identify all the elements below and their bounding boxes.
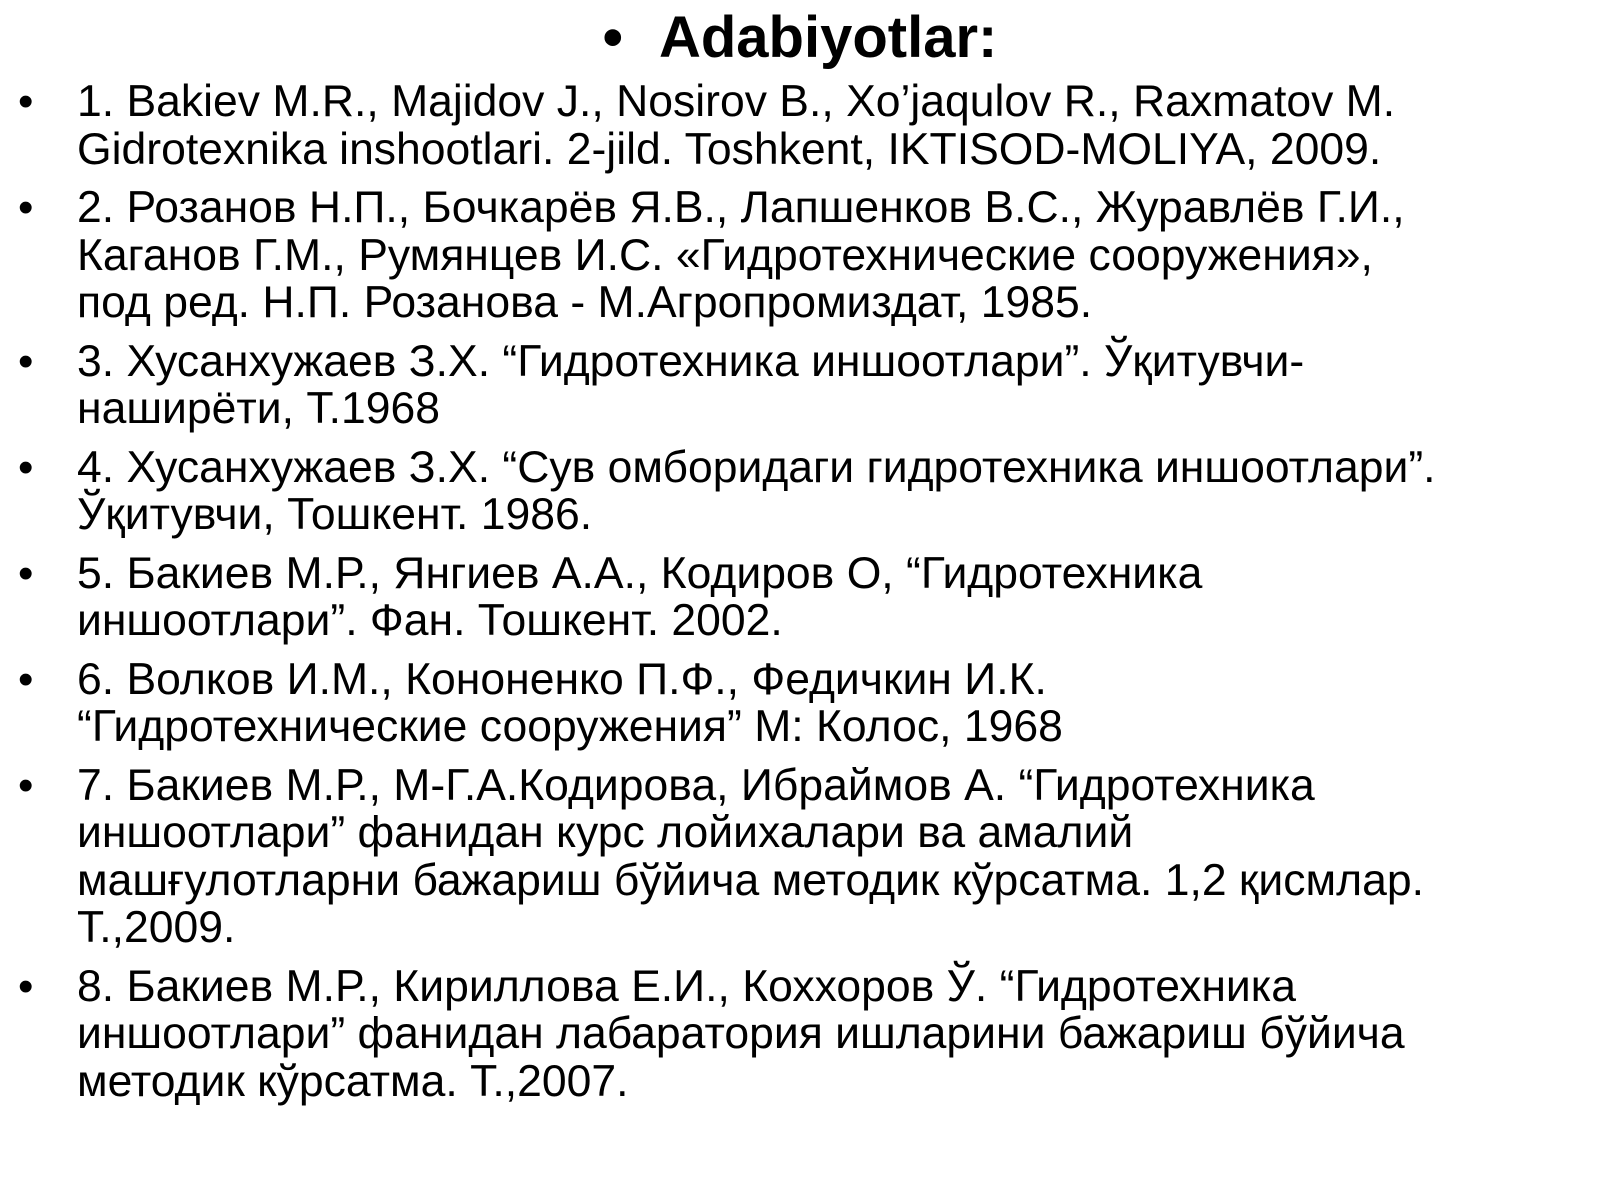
reference-line: Ўқитувчи, Тошкент. 1986. — [77, 490, 593, 539]
reference-line: Каганов Г.М., Румянцев И.С. «Гидротехнические сооружения», — [77, 230, 1373, 280]
reference-line: 6. Волков И.М., Кононенко П.Ф., Федичкин И.К. — [77, 654, 1047, 704]
reference-line: “Гидротехнические сооружения” М: Колос, 1968 — [77, 702, 1063, 751]
reference-item-2 — [0, 184, 1600, 327]
reference-line: иншоотлари” фанидан курс лойихалари ва амалий — [77, 808, 1134, 857]
reference-line: 3. Хусанхужаев З.Х. “Гидротехника иншоотлари”. Ўқитувчи- — [77, 336, 1305, 386]
reference-list — [0, 78, 1600, 1116]
bullet-icon: • — [18, 654, 34, 704]
reference-line: иншоотлари”. Фан. Тошкент. 2002. — [77, 596, 783, 645]
reference-item-7 — [0, 762, 1600, 952]
bullet-icon: • — [18, 442, 34, 492]
bullet-icon: • — [18, 961, 34, 1011]
reference-line: методик кўрсатма. Т.,2007. — [77, 1056, 629, 1106]
reference-item-6 — [0, 656, 1600, 751]
reference-line: Т.,2009. — [77, 903, 236, 952]
reference-line: Gidrotexnika inshootlari. 2-jild. Toshkent, IKTISOD-MOLIYA, 2009. — [77, 124, 1382, 174]
reference-item-8 — [0, 963, 1600, 1106]
title-text: Adabiyotlar: — [658, 5, 998, 70]
slide-title — [0, 4, 1600, 72]
bullet-icon: • — [18, 77, 34, 126]
bullet-icon: • — [18, 760, 34, 810]
reference-line: 8. Бакиев М.Р., Кириллова Е.И., Коххоров Ў. “Гидротехника — [77, 961, 1296, 1011]
reference-item-3 — [0, 338, 1600, 433]
reference-item-5 — [0, 550, 1600, 645]
reference-line: машғулотларни бажариш бўйича методик кўрсатма. 1,2 қисмлар. — [77, 855, 1424, 905]
reference-line: под ред. Н.П. Розанова - М.Агропромиздат, 1985. — [77, 278, 1093, 327]
reference-line: 7. Бакиев М.Р., М-Г.А.Кодирова, Ибраймов А. “Гидротехника — [77, 760, 1315, 810]
title-bullet: • — [602, 5, 623, 70]
reference-item-1 — [0, 78, 1600, 173]
reference-line: 5. Бакиев М.Р., Янгиев А.А., Кодиров О, “Гидротехника — [77, 548, 1203, 598]
bullet-icon: • — [18, 548, 34, 598]
reference-item-4 — [0, 444, 1600, 539]
bullet-icon: • — [18, 183, 34, 232]
reference-line: иншоотлари” фанидан лабаратория ишларини бажариш бўйича — [77, 1009, 1405, 1058]
reference-line: 1. Bakiev M.R., Majidov J., Nosirov B., Xo’jaqulov R., Raxmatov M. — [77, 77, 1396, 126]
bullet-icon: • — [18, 336, 34, 386]
reference-line: 2. Розанов Н.П., Бочкарёв Я.В., Лапшенков В.С., Журавлёв Г.И., — [77, 183, 1405, 232]
reference-line: 4. Хусанхужаев З.Х. “Сув омборидаги гидротехника иншоотлари”. — [77, 442, 1436, 492]
reference-line: наширёти, Т.1968 — [77, 384, 440, 433]
